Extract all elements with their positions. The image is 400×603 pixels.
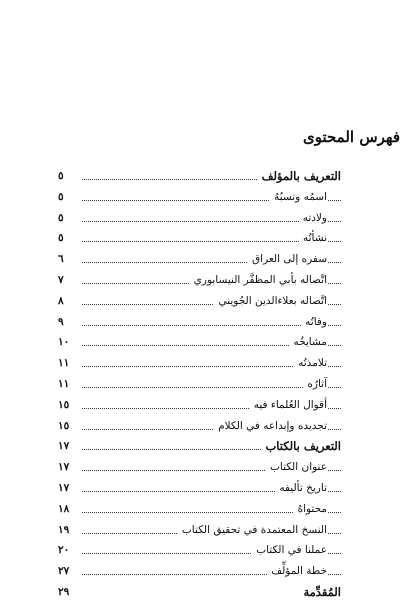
toc-entry-page-number: ١٧: [58, 440, 70, 453]
toc-entry-label: خطة المؤلِّف: [267, 561, 327, 582]
toc-entry-page-number: ١٥: [58, 419, 70, 432]
toc-entry: [58, 187, 341, 208]
toc-entry-page-number: ١٩: [58, 523, 70, 536]
toc-entry-label: اتَّصاله بعلاءالدين الجُويني: [214, 291, 327, 312]
dot-leader: [82, 387, 341, 388]
toc-entry-label: تلامذتُه: [294, 353, 327, 374]
toc-entry: [58, 291, 341, 312]
toc-entry-page-number: ٢٠: [58, 544, 70, 557]
toc-entry-label: النسخ المعتمدة في تحقيق الكتاب: [178, 520, 327, 541]
toc-entry: [58, 332, 341, 353]
toc-entry-label: نشأتُه: [299, 228, 327, 249]
toc-entry-label: المُقدِّمة: [299, 582, 341, 603]
toc-entry-page-number: ٥: [58, 211, 64, 224]
toc-entry: [58, 228, 341, 249]
toc-entry: [58, 249, 341, 270]
toc-entry-label: محتواهُ: [294, 499, 327, 520]
toc-entry: [58, 353, 341, 374]
toc-entry-page-number: ٥: [58, 170, 64, 182]
toc-entry: [58, 499, 341, 520]
toc-entry: [58, 540, 341, 561]
toc-entry-page-number: ٢٩: [58, 585, 70, 598]
toc-entry-label: عملنا في الكتاب: [252, 540, 327, 561]
toc-entry-page-number: ٦: [58, 253, 64, 266]
toc-entry-label: التعريف بالمؤلف: [258, 166, 341, 187]
toc-entry: [58, 561, 341, 582]
toc-entry-label: آثارُه: [303, 374, 327, 395]
toc-entry: [58, 208, 341, 229]
toc-entry-label: سفره إلى العراق: [248, 249, 327, 270]
toc-entry: [58, 395, 341, 416]
toc-entry-page-number: ٨: [58, 294, 64, 307]
toc-entry: [58, 312, 341, 333]
toc-entry-label: ولادته: [299, 208, 327, 229]
toc-entry-page-number: ٥: [58, 232, 64, 245]
toc-section: [58, 166, 341, 187]
toc-entry: [58, 416, 341, 437]
toc-entry-page-number: ٥: [58, 190, 64, 203]
toc-entry-label: تجديده وإبداعه في الكلام: [214, 416, 327, 437]
toc-entry: [58, 270, 341, 291]
toc-entry-label: تاريخ تأليفه: [275, 478, 327, 499]
toc-entry-label: مشايخُه: [289, 332, 327, 353]
toc-entry-label: التعريف بالكتاب: [261, 436, 341, 457]
toc-entry: [58, 374, 341, 395]
toc-entry-page-number: ٧: [58, 273, 64, 286]
toc-entry-page-number: ١٠: [58, 336, 70, 349]
toc-entry-label: أقوال العُلماء فيه: [250, 395, 327, 416]
toc-entry-label: عنوان الكتاب: [266, 457, 327, 478]
toc-entry-page-number: ٢٧: [58, 565, 70, 578]
toc-entry-page-number: ١٥: [58, 398, 70, 411]
toc-entry: [58, 520, 341, 541]
toc-entry-page-number: ١١: [58, 357, 70, 370]
toc-entry-label: اتَّصاله بأبي المظفَّر النيسابوري: [190, 270, 327, 291]
toc-entry-page-number: ١١: [58, 377, 70, 390]
toc-entry-label: وفاتُه: [301, 312, 327, 333]
toc-entry: [58, 478, 341, 499]
toc-entry-label: اسمُه ونسبُهُ: [270, 187, 327, 208]
page-title: فهرس المحتوى: [302, 128, 400, 146]
toc-entry: [58, 457, 341, 478]
toc-section: [58, 436, 341, 457]
toc-entry-page-number: ٩: [58, 315, 64, 328]
toc-entry-page-number: ١٨: [58, 502, 70, 515]
toc-section: [58, 582, 341, 603]
toc-entry-page-number: ١٧: [58, 461, 70, 474]
table-of-contents: [58, 166, 341, 603]
toc-entry-page-number: ١٧: [58, 481, 70, 494]
